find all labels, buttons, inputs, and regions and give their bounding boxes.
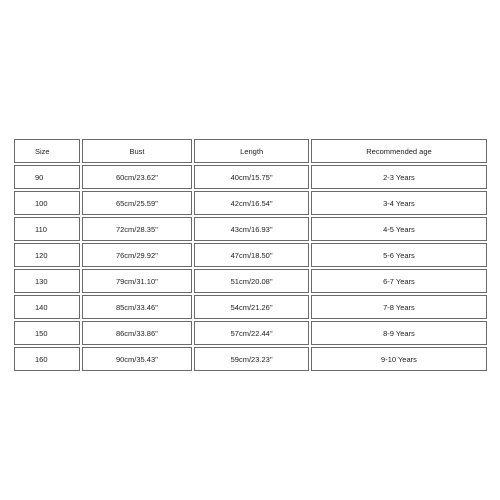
cell-bust: 79cm/31.10'' (82, 269, 193, 293)
size-chart-table (12, 137, 489, 373)
cell-bust: 90cm/35.43'' (82, 347, 193, 371)
cell-size: 150 (14, 321, 80, 345)
cell-bust: 85cm/33.46'' (82, 295, 193, 319)
cell-length: 40cm/15.75'' (194, 165, 309, 189)
table-row (14, 243, 487, 267)
cell-bust: 72cm/28.35'' (82, 217, 193, 241)
cell-age: 7-8 Years (311, 295, 487, 319)
cell-length: 47cm/18.50'' (194, 243, 309, 267)
table-row (14, 217, 487, 241)
cell-age: 2-3 Years (311, 165, 487, 189)
cell-size: 110 (14, 217, 80, 241)
cell-age: 9-10 Years (311, 347, 487, 371)
cell-length: 43cm/16.93'' (194, 217, 309, 241)
cell-age: 8-9 Years (311, 321, 487, 345)
table-row (14, 269, 487, 293)
header-bust: Bust (82, 139, 193, 163)
table-row (14, 295, 487, 319)
cell-size: 140 (14, 295, 80, 319)
cell-length: 51cm/20.08'' (194, 269, 309, 293)
cell-size: 120 (14, 243, 80, 267)
cell-age: 6-7 Years (311, 269, 487, 293)
cell-length: 54cm/21.26'' (194, 295, 309, 319)
cell-size: 90 (14, 165, 80, 189)
cell-bust: 76cm/29.92'' (82, 243, 193, 267)
cell-size: 130 (14, 269, 80, 293)
cell-length: 57cm/22.44'' (194, 321, 309, 345)
cell-length: 42cm/16.54'' (194, 191, 309, 215)
cell-bust: 86cm/33.86'' (82, 321, 193, 345)
table-row (14, 347, 487, 371)
cell-size: 160 (14, 347, 80, 371)
header-recommended-age: Recommended age (311, 139, 487, 163)
table-row (14, 191, 487, 215)
cell-age: 4-5 Years (311, 217, 487, 241)
table-header-row (14, 139, 487, 163)
table-row (14, 321, 487, 345)
cell-age: 3-4 Years (311, 191, 487, 215)
header-size: Size (14, 139, 80, 163)
cell-bust: 65cm/25.59'' (82, 191, 193, 215)
cell-length: 59cm/23.23'' (194, 347, 309, 371)
cell-age: 5-6 Years (311, 243, 487, 267)
header-length: Length (194, 139, 309, 163)
cell-bust: 60cm/23.62'' (82, 165, 193, 189)
table-row (14, 165, 487, 189)
cell-size: 100 (14, 191, 80, 215)
